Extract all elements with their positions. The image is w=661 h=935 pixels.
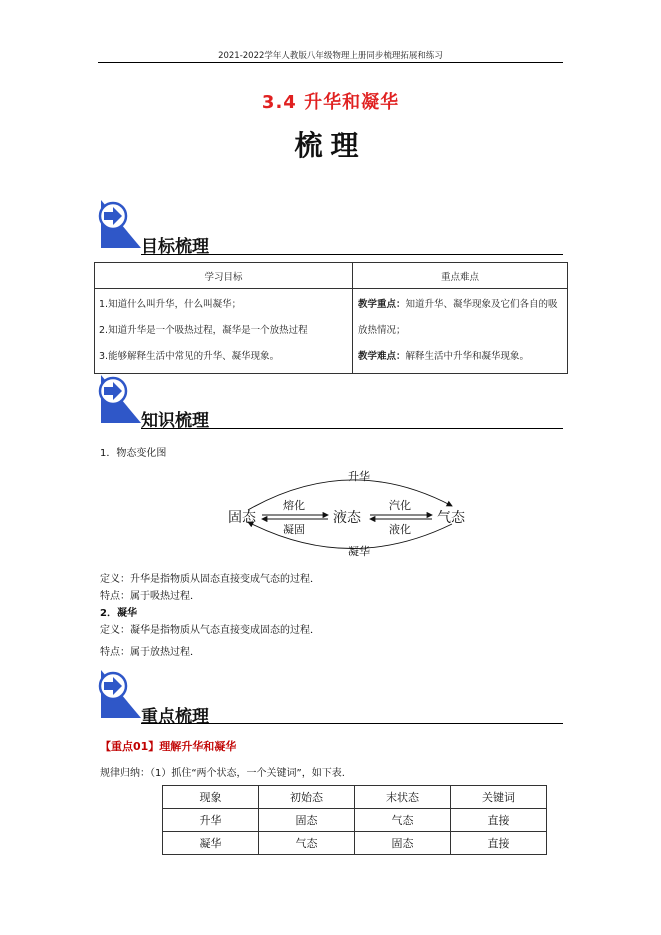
goals-objectives-cell [95, 289, 353, 374]
section-title-knowledge: 知识梳理 [141, 411, 209, 431]
key-point-heading: 【重点01】理解升华和凝华 [100, 740, 237, 753]
rule-header: 关键词 [451, 786, 547, 809]
state-solid: 固态 [228, 510, 256, 526]
rule-cell: 固态 [259, 809, 355, 832]
arrow-sublimate [248, 480, 452, 510]
feature-sublimation: 特点：属于吸热过程． [100, 591, 200, 602]
lesson-subtitle: 梳理 [294, 129, 367, 162]
rule-cell: 直接 [451, 809, 547, 832]
section-arrow-icon [97, 198, 143, 250]
key-point-label: 教学重点： [358, 299, 406, 310]
objective-item: 1.知道什么叫升华，什么叫凝华； [99, 299, 242, 310]
lesson-title: 3.4 升华和凝华 [261, 92, 400, 113]
label-melt: 熔化 [283, 499, 305, 512]
objective-item: 2.知道升华是一个吸热过程，凝华是一个放热过程 [99, 325, 308, 336]
rule-header: 末状态 [355, 786, 451, 809]
table-row [163, 832, 547, 855]
goals-keypoints-cell [353, 289, 568, 374]
goals-header-keypoints: 重点难点 [353, 263, 568, 289]
section-rule [141, 254, 563, 255]
key-point-text: 知道升华、凝华现象及它们各自的吸放热情况； [358, 299, 558, 336]
objective-item: 3.能够解释生活中常见的升华、凝华现象。 [99, 351, 280, 362]
label-vaporize: 汽化 [389, 499, 411, 512]
rule-cell: 固态 [355, 832, 451, 855]
difficulty-label: 教学难点： [358, 351, 406, 362]
section-rule [141, 723, 563, 724]
label-deposit: 凝华 [348, 545, 370, 558]
rule-header: 初始态 [259, 786, 355, 809]
rule-table [162, 785, 547, 855]
label-freeze: 凝固 [283, 523, 305, 536]
section-title-goals: 目标梳理 [141, 237, 209, 257]
table-row [163, 809, 547, 832]
knowledge-item1-title: 1．物态变化图 [100, 448, 167, 459]
label-sublimate: 升华 [348, 470, 370, 483]
section-title-key: 重点梳理 [141, 707, 209, 727]
rule-header: 现象 [163, 786, 259, 809]
section-arrow-icon [97, 668, 143, 720]
section-arrow-icon [97, 373, 143, 425]
header-rule [98, 62, 563, 63]
rule-cell: 凝华 [163, 832, 259, 855]
goals-header-objective: 学习目标 [95, 263, 353, 289]
page-header: 2021-2022学年人教版八年级物理上册同步梳理拓展和练习 [218, 51, 443, 61]
definition-sublimation: 定义：升华是指物质从固态直接变成气态的过程． [100, 574, 320, 585]
rule-cell: 直接 [451, 832, 547, 855]
goals-table [94, 262, 568, 374]
section-rule [141, 428, 563, 429]
feature-deposition: 特点：属于放热过程． [100, 647, 200, 658]
knowledge-item2-title: 2．凝华 [100, 608, 137, 619]
difficulty-text: 解释生活中升华和凝华现象。 [405, 351, 530, 362]
state-liquid: 液态 [333, 510, 361, 526]
rule-cell: 气态 [355, 809, 451, 832]
rule-summary: 规律归纳：（1）抓住“两个状态，一个关键词”，如下表. [100, 768, 345, 779]
rule-cell: 气态 [259, 832, 355, 855]
state-gas: 气态 [437, 510, 465, 526]
label-liquefy: 液化 [389, 523, 411, 536]
rule-cell: 升华 [163, 809, 259, 832]
definition-deposition: 定义：凝华是指物质从气态直接变成固态的过程． [100, 625, 320, 636]
